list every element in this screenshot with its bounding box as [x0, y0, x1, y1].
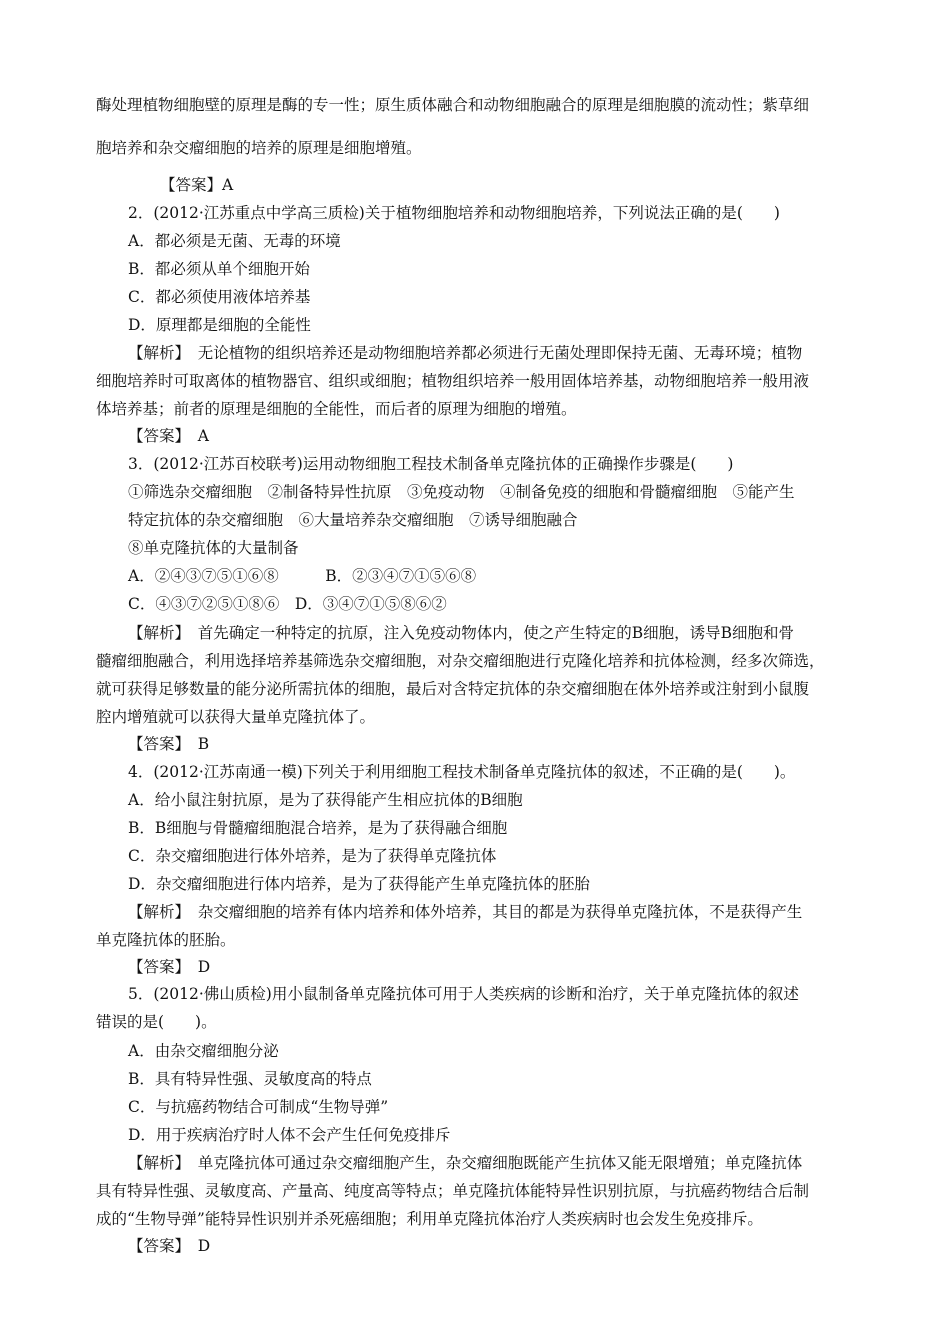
option-line: D．原理都是细胞的全能性	[128, 316, 311, 334]
option-line: B．都必须从单个细胞开始	[128, 260, 310, 278]
question-stem: 5．(2012·佛山质检)用小鼠制备单克隆抗体可用于人类疾病的诊断和治疗，关于单克隆抗体的叙述	[128, 985, 799, 1003]
option-line: B．B细胞与骨髓瘤细胞混合培养，是为了获得融合细胞	[128, 819, 508, 837]
analysis-line: 【解析】 无论植物的组织培养还是动物细胞培养都必须进行无菌处理即保持无菌、无毒环境；植物	[128, 344, 803, 362]
option-line: A．由杂交瘤细胞分泌	[128, 1042, 279, 1060]
option-line: A．给小鼠注射抗原，是为了获得能产生相应抗体的B细胞	[128, 791, 523, 809]
answer-line: 【答案】 A	[128, 427, 209, 445]
question-stem: 4．(2012·江苏南通一模)下列关于利用细胞工程技术制备单克隆抗体的叙述，不正确的是( )。	[128, 763, 796, 781]
answer-line: 【答案】A	[160, 176, 234, 194]
option-line: C．与抗癌药物结合可制成“生物导弹”	[128, 1098, 389, 1116]
question-stem: 特定抗体的杂交瘤细胞 ⑥大量培养杂交瘤细胞 ⑦诱导细胞融合	[128, 511, 578, 529]
analysis-line: 【解析】 单克隆抗体可通过杂交瘤细胞产生，杂交瘤细胞既能产生抗体又能无限增殖；单克隆抗体	[128, 1154, 803, 1172]
question-stem: 3．(2012·江苏百校联考)运用动物细胞工程技术制备单克隆抗体的正确操作步骤是( )	[128, 455, 734, 473]
analysis-line: 细胞培养时可取离体的植物器官、组织或细胞；植物组织培养一般用固体培养基，动物细胞培养一般用液	[96, 372, 810, 390]
answer-line: 【答案】 D	[128, 1237, 211, 1255]
analysis-line: 成的“生物导弹”能特异性识别并杀死癌细胞；利用单克隆抗体治疗人类疾病时也会发生免疫排斥。	[96, 1210, 763, 1228]
option-line: D．杂交瘤细胞进行体内培养，是为了获得能产生单克隆抗体的胚胎	[128, 875, 590, 893]
answer-line: 【答案】 B	[128, 735, 210, 753]
analysis-line: 就可获得足够数量的能分泌所需抗体的细胞，最后对含特定抗体的杂交瘤细胞在体外培养或注射到小鼠腹	[96, 680, 810, 698]
analysis-line: 腔内增殖就可以获得大量单克隆抗体了。	[96, 708, 376, 726]
analysis-line: 单克隆抗体的胚胎。	[96, 931, 236, 949]
analysis-line: 具有特异性强、灵敏度高、产量高、纯度高等特点；单克隆抗体能特异性识别抗原，与抗癌药物结合后制	[96, 1182, 810, 1200]
question-stem: ①筛选杂交瘤细胞 ②制备特异性抗原 ③免疫动物 ④制备免疫的细胞和骨髓瘤细胞 ⑤能产生	[128, 483, 795, 501]
text-line: 胞培养和杂交瘤细胞的培养的原理是细胞增殖。	[96, 139, 422, 157]
text-line: 酶处理植物细胞壁的原理是酶的专一性；原生质体融合和动物细胞融合的原理是细胞膜的流动性；紫草细	[96, 96, 810, 114]
option-line: B．具有特异性强、灵敏度高的特点	[128, 1070, 372, 1088]
option-line: C．杂交瘤细胞进行体外培养，是为了获得单克隆抗体	[128, 847, 497, 865]
option-line: C．都必须使用液体培养基	[128, 288, 311, 306]
option-line: C．④③⑦②⑤①⑧⑥ D．③④⑦①⑤⑧⑥②	[128, 595, 447, 613]
option-line: D．用于疾病治疗时人体不会产生任何免疫排斥	[128, 1126, 451, 1144]
analysis-line: 【解析】 首先确定一种特定的抗原，注入免疫动物体内，使之产生特定的B细胞，诱导B细胞和骨	[128, 624, 795, 642]
analysis-line: 【解析】 杂交瘤细胞的培养有体内培养和体外培养，其目的都是为获得单克隆抗体，不是获得产生	[128, 903, 803, 921]
analysis-line: 髓瘤细胞融合，利用选择培养基筛选杂交瘤细胞，对杂交瘤细胞进行克隆化培养和抗体检测，经多次筛选，	[96, 652, 825, 670]
analysis-line: 体培养基；前者的原理是细胞的全能性，而后者的原理为细胞的增殖。	[96, 400, 577, 418]
answer-line: 【答案】 D	[128, 958, 211, 976]
option-line: A．都必须是无菌、无毒的环境	[128, 232, 341, 250]
option-line: A．②④③⑦⑤①⑥⑧ B．②③④⑦①⑤⑥⑧	[128, 567, 477, 585]
question-stem: ⑧单克隆抗体的大量制备	[128, 539, 299, 557]
question-stem: 2．(2012·江苏重点中学高三质检)关于植物细胞培养和动物细胞培养，下列说法正确的是( )	[128, 204, 780, 222]
question-stem: 错误的是( )。	[96, 1013, 217, 1031]
